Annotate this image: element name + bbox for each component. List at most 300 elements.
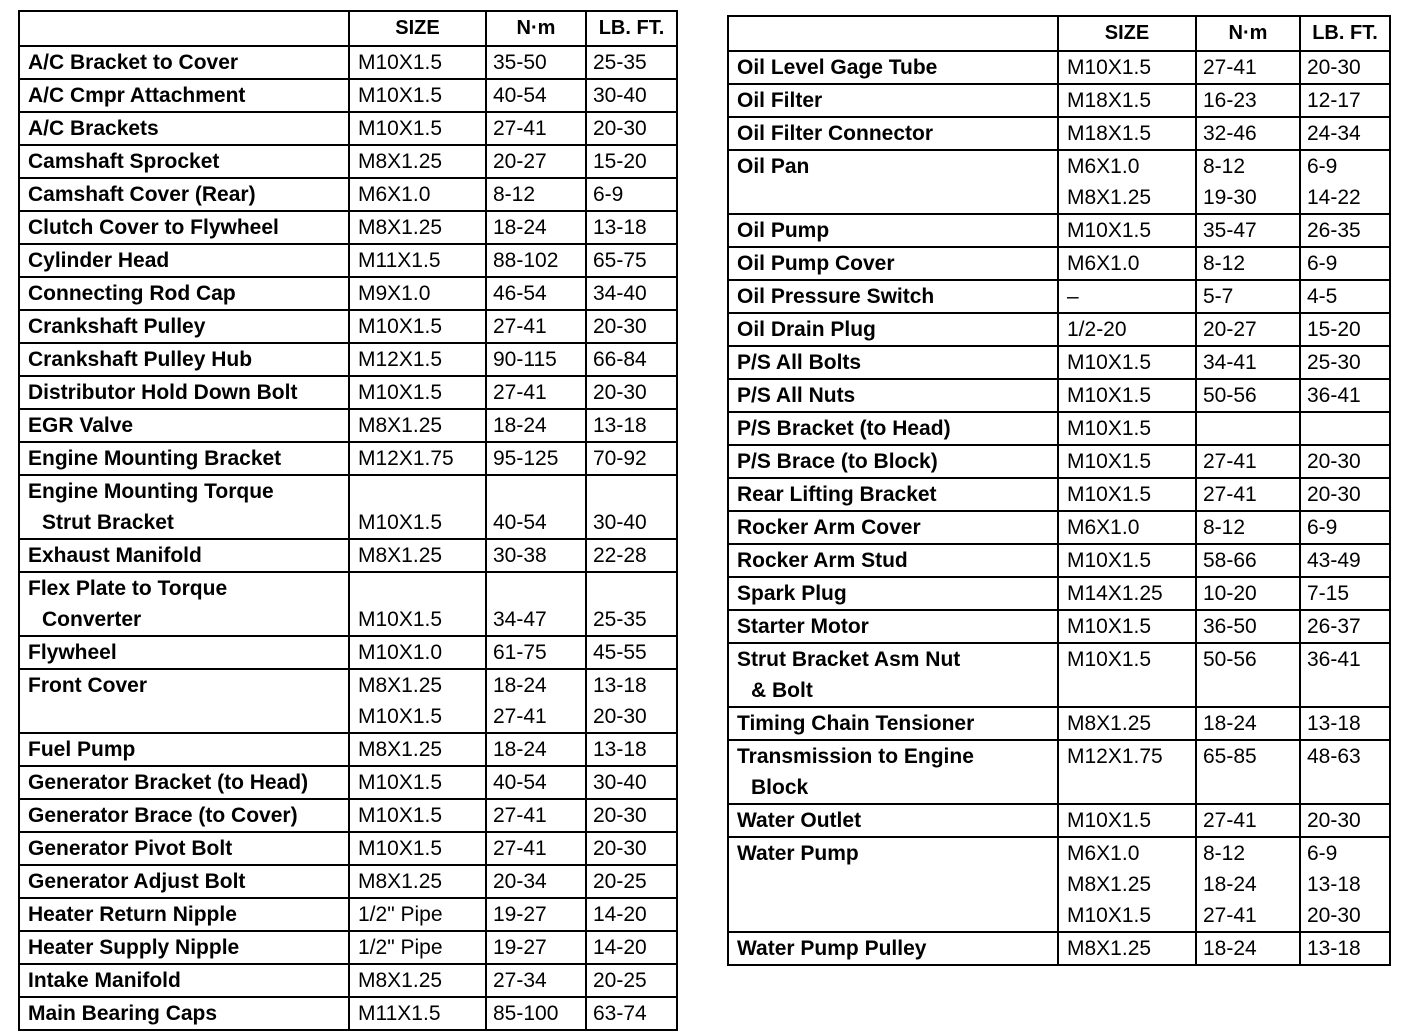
nm-cell xyxy=(486,211,586,244)
lbft-cell xyxy=(1300,379,1390,412)
fastener-name-cell xyxy=(728,643,1058,707)
lbft-cell xyxy=(1300,445,1390,478)
size-cell xyxy=(1058,150,1196,214)
nm-line: 35-50 xyxy=(493,51,547,74)
lbft-line: 6-9 xyxy=(1307,516,1338,539)
nm-cell xyxy=(1196,707,1300,740)
fastener-name-cell xyxy=(19,343,349,376)
size-line: M9X1.0 xyxy=(358,282,431,305)
table-row xyxy=(728,707,1390,740)
nm-cell xyxy=(1196,511,1300,544)
lbft-cell xyxy=(586,46,677,79)
lbft-line: 70-92 xyxy=(593,447,647,470)
table-row xyxy=(19,636,677,669)
fastener-name-line: Starter Motor xyxy=(737,615,869,638)
nm-line: 85-100 xyxy=(493,1002,559,1025)
nm-line: 32-46 xyxy=(1203,122,1257,145)
fastener-name-line: Rocker Arm Stud xyxy=(737,549,908,572)
size-cell xyxy=(1058,84,1196,117)
lbft-line: 14-20 xyxy=(593,936,647,959)
fastener-name-line xyxy=(737,900,1057,931)
nm-cell xyxy=(486,46,586,79)
nm-header: N·m xyxy=(1196,16,1300,51)
lbft-cell xyxy=(586,572,677,636)
size-line: 1/2" Pipe xyxy=(358,903,443,926)
fastener-name-cell xyxy=(728,740,1058,804)
table-row xyxy=(19,409,677,442)
fastener-name-line: Heater Return Nipple xyxy=(28,903,237,926)
fastener-name-cell xyxy=(19,376,349,409)
lbft-line: 63-74 xyxy=(593,1002,647,1025)
nm-line: 18-24 xyxy=(493,674,547,697)
fastener-name-line: Flywheel xyxy=(28,641,117,664)
lbft-header: LB. FT. xyxy=(1300,16,1390,51)
size-line: M14X1.25 xyxy=(1067,582,1163,605)
fastener-name-line: A/C Cmpr Attachment xyxy=(28,84,246,107)
size-line: M11X1.5 xyxy=(358,1002,441,1025)
lbft-cell xyxy=(586,766,677,799)
lbft-cell xyxy=(1300,478,1390,511)
size-line: M6X1.0 xyxy=(1067,842,1140,865)
nm-line: 8-12 xyxy=(1203,516,1246,539)
lbft-line: 15-20 xyxy=(593,150,647,173)
fastener-name-cell xyxy=(19,145,349,178)
fastener-name-cell xyxy=(728,313,1058,346)
nm-cell xyxy=(1196,280,1300,313)
size-cell xyxy=(1058,707,1196,740)
lbft-line: 26-37 xyxy=(1307,615,1361,638)
table-row xyxy=(19,766,677,799)
fastener-name-line: Strut Bracket Asm Nut xyxy=(737,648,961,671)
nm-line: 8-12 xyxy=(1203,842,1246,865)
fastener-name-cell xyxy=(19,310,349,343)
table-row xyxy=(19,442,677,475)
lbft-line xyxy=(593,573,676,604)
lbft-line: 15-20 xyxy=(1307,318,1361,341)
nm-line: 50-56 xyxy=(1203,648,1257,671)
fastener-name-cell xyxy=(728,280,1058,313)
fastener-name-cell xyxy=(728,150,1058,214)
size-cell xyxy=(349,409,486,442)
table-row xyxy=(19,669,677,733)
fastener-name-cell xyxy=(728,804,1058,837)
lbft-line: 6-9 xyxy=(1307,155,1338,178)
fastener-name-line: Front Cover xyxy=(28,674,148,697)
size-line: M10X1.5 xyxy=(358,315,443,338)
lbft-line: 6-9 xyxy=(1307,252,1338,275)
size-line: M12X1.75 xyxy=(1067,745,1163,768)
nm-header: N·m xyxy=(486,11,586,46)
fastener-name-cell xyxy=(19,46,349,79)
size-line: M10X1.5 xyxy=(358,608,443,631)
lbft-line: 36-41 xyxy=(1307,648,1361,671)
fastener-name-line: Exhaust Manifold xyxy=(28,544,202,567)
size-line: M8X1.25 xyxy=(358,738,443,761)
lbft-cell xyxy=(586,997,677,1030)
right-torque-table xyxy=(727,15,1391,966)
nm-cell xyxy=(1196,379,1300,412)
size-line xyxy=(358,476,485,507)
lbft-cell xyxy=(586,211,677,244)
lbft-line: 30-40 xyxy=(593,511,647,534)
lbft-cell xyxy=(586,475,677,539)
fastener-name-line: Heater Supply Nipple xyxy=(28,936,240,959)
lbft-cell xyxy=(1300,51,1390,84)
size-cell xyxy=(349,832,486,865)
lbft-line xyxy=(1307,413,1389,444)
size-cell xyxy=(1058,313,1196,346)
lbft-line: 14-20 xyxy=(593,903,647,926)
lbft-line xyxy=(1307,772,1389,803)
lbft-line: 20-30 xyxy=(1307,809,1361,832)
size-line: M18X1.5 xyxy=(1067,122,1152,145)
lbft-cell xyxy=(1300,707,1390,740)
size-cell xyxy=(349,964,486,997)
size-cell xyxy=(349,539,486,572)
size-cell xyxy=(1058,280,1196,313)
lbft-line: 6-9 xyxy=(593,183,624,206)
size-cell xyxy=(349,766,486,799)
size-cell xyxy=(349,376,486,409)
fastener-name-line: Crankshaft Pulley Hub xyxy=(28,348,253,371)
lbft-cell xyxy=(1300,84,1390,117)
size-cell xyxy=(349,442,486,475)
size-line: – xyxy=(1067,285,1079,308)
size-line: M8X1.25 xyxy=(358,870,443,893)
nm-line: 35-47 xyxy=(1203,219,1257,242)
lbft-line: 13-18 xyxy=(1307,712,1361,735)
table-row xyxy=(728,150,1390,214)
lbft-line: 20-30 xyxy=(593,117,647,140)
nm-cell xyxy=(486,799,586,832)
nm-cell xyxy=(1196,214,1300,247)
fastener-name-line: A/C Bracket to Cover xyxy=(28,51,239,74)
size-cell xyxy=(1058,412,1196,445)
fastener-name-line: A/C Brackets xyxy=(28,117,159,140)
table-row xyxy=(728,412,1390,445)
fastener-name-cell xyxy=(19,572,349,636)
lbft-cell xyxy=(1300,117,1390,150)
nm-line: 27-41 xyxy=(493,705,547,728)
nm-line: 46-54 xyxy=(493,282,547,305)
size-cell xyxy=(349,733,486,766)
size-cell xyxy=(1058,740,1196,804)
nm-cell xyxy=(486,931,586,964)
size-cell xyxy=(349,865,486,898)
nm-line xyxy=(1203,413,1299,444)
table-row xyxy=(728,511,1390,544)
lbft-cell xyxy=(586,277,677,310)
nm-line: 58-66 xyxy=(1203,549,1257,572)
nm-line: 27-41 xyxy=(493,381,547,404)
lbft-cell xyxy=(586,669,677,733)
fastener-name-line: Oil Filter Connector xyxy=(737,122,934,145)
fastener-name-cell xyxy=(728,932,1058,965)
size-line: M8X1.25 xyxy=(1067,186,1152,209)
nm-line: 34-41 xyxy=(1203,351,1257,374)
fastener-name-cell xyxy=(728,84,1058,117)
size-cell xyxy=(1058,117,1196,150)
fastener-name-line: Spark Plug xyxy=(737,582,847,605)
table-row xyxy=(19,799,677,832)
size-cell xyxy=(1058,445,1196,478)
lbft-cell xyxy=(586,244,677,277)
lbft-line: 20-30 xyxy=(1307,904,1361,927)
size-line: M10X1.5 xyxy=(358,84,443,107)
size-cell xyxy=(1058,643,1196,707)
nm-cell xyxy=(486,145,586,178)
table-row xyxy=(19,178,677,211)
table-row xyxy=(19,211,677,244)
lbft-line: 66-84 xyxy=(593,348,647,371)
lbft-cell xyxy=(586,539,677,572)
size-cell xyxy=(1058,610,1196,643)
table-row xyxy=(728,346,1390,379)
table-row xyxy=(728,51,1390,84)
lbft-cell xyxy=(586,931,677,964)
nm-line: 27-41 xyxy=(493,117,547,140)
fastener-name-line: Water Pump xyxy=(737,842,859,865)
nm-cell xyxy=(1196,346,1300,379)
lbft-line: 13-18 xyxy=(1307,873,1361,896)
nm-cell xyxy=(486,865,586,898)
size-line: M12X1.75 xyxy=(358,447,454,470)
table-row xyxy=(728,740,1390,804)
table-row xyxy=(19,46,677,79)
size-cell xyxy=(349,244,486,277)
table-row xyxy=(728,932,1390,965)
nm-line: 95-125 xyxy=(493,447,559,470)
lbft-cell xyxy=(586,145,677,178)
nm-cell xyxy=(486,669,586,733)
fastener-name-cell xyxy=(19,79,349,112)
size-cell xyxy=(349,799,486,832)
nm-line: 27-34 xyxy=(493,969,547,992)
size-cell xyxy=(1058,51,1196,84)
fastener-name-line: Rear Lifting Bracket xyxy=(737,483,937,506)
fastener-name-line: P/S All Nuts xyxy=(737,384,856,407)
table-row xyxy=(19,145,677,178)
lbft-line: 25-35 xyxy=(593,51,647,74)
nm-line: 19-30 xyxy=(1203,186,1257,209)
table-row xyxy=(728,313,1390,346)
lbft-line: 22-28 xyxy=(593,544,647,567)
size-cell xyxy=(349,898,486,931)
lbft-line: 13-18 xyxy=(593,738,647,761)
fastener-name-line: Clutch Cover to Flywheel xyxy=(28,216,279,239)
lbft-header: LB. FT. xyxy=(586,11,677,46)
nm-line: 50-56 xyxy=(1203,384,1257,407)
lbft-line: 13-18 xyxy=(593,674,647,697)
table-row xyxy=(19,539,677,572)
size-cell xyxy=(1058,577,1196,610)
table-row xyxy=(19,277,677,310)
fastener-name-cell xyxy=(728,412,1058,445)
size-line: 1/2" Pipe xyxy=(358,936,443,959)
nm-cell xyxy=(486,112,586,145)
size-line: M8X1.25 xyxy=(358,544,443,567)
lbft-cell xyxy=(586,310,677,343)
size-line: M11X1.5 xyxy=(358,249,441,272)
nm-cell xyxy=(486,997,586,1030)
nm-cell xyxy=(486,539,586,572)
nm-cell xyxy=(486,572,586,636)
table-row xyxy=(19,931,677,964)
table-row xyxy=(728,280,1390,313)
nm-cell xyxy=(1196,247,1300,280)
nm-line: 19-27 xyxy=(493,936,547,959)
fastener-name-line: Engine Mounting Bracket xyxy=(28,447,282,470)
fastener-name-line: Generator Brace (to Cover) xyxy=(28,804,298,827)
table-row xyxy=(19,997,677,1030)
nm-line: 20-34 xyxy=(493,870,547,893)
nm-line: 8-12 xyxy=(493,183,536,206)
fastener-name-cell xyxy=(728,544,1058,577)
size-line: M10X1.5 xyxy=(1067,904,1152,927)
nm-cell xyxy=(486,310,586,343)
size-line: M10X1.5 xyxy=(358,804,443,827)
size-cell xyxy=(1058,478,1196,511)
size-line: M10X1.5 xyxy=(1067,417,1152,440)
nm-line: 40-54 xyxy=(493,771,547,794)
nm-cell xyxy=(1196,804,1300,837)
fastener-name-cell xyxy=(728,117,1058,150)
fastener-name-cell xyxy=(19,832,349,865)
fastener-name-cell xyxy=(19,964,349,997)
table-row xyxy=(728,478,1390,511)
nm-line: 18-24 xyxy=(493,738,547,761)
lbft-cell xyxy=(1300,804,1390,837)
nm-line: 27-41 xyxy=(1203,483,1257,506)
nm-line: 20-27 xyxy=(1203,318,1257,341)
fastener-name-line: Engine Mounting Torque xyxy=(28,480,274,503)
fastener-name-line: Connecting Rod Cap xyxy=(28,282,236,305)
size-cell xyxy=(1058,346,1196,379)
fastener-name-cell xyxy=(19,409,349,442)
nm-line: 61-75 xyxy=(493,641,547,664)
nm-cell xyxy=(1196,51,1300,84)
size-line: M8X1.25 xyxy=(358,216,443,239)
lbft-line: 6-9 xyxy=(1307,842,1338,865)
fastener-name-line: & Bolt xyxy=(751,679,813,702)
fastener-name-line: Oil Pump xyxy=(737,219,830,242)
lbft-line: 20-25 xyxy=(593,969,647,992)
left-table-body xyxy=(19,46,677,1030)
nm-line: 88-102 xyxy=(493,249,559,272)
size-header: SIZE xyxy=(1058,16,1196,51)
fastener-name-line: Generator Pivot Bolt xyxy=(28,837,233,860)
table-row xyxy=(19,244,677,277)
nm-line: 27-41 xyxy=(1203,904,1257,927)
size-line: M10X1.0 xyxy=(358,641,443,664)
fastener-name-line xyxy=(737,869,1057,900)
fastener-name-cell xyxy=(728,51,1058,84)
nm-line: 27-41 xyxy=(1203,809,1257,832)
size-cell xyxy=(349,112,486,145)
nm-cell xyxy=(486,832,586,865)
nm-cell xyxy=(1196,150,1300,214)
nm-cell xyxy=(486,964,586,997)
lbft-cell xyxy=(586,376,677,409)
lbft-line: 25-30 xyxy=(1307,351,1361,374)
nm-cell xyxy=(1196,740,1300,804)
size-cell xyxy=(349,572,486,636)
nm-line: 18-24 xyxy=(493,414,547,437)
nm-cell xyxy=(1196,643,1300,707)
nm-cell xyxy=(1196,610,1300,643)
lbft-cell xyxy=(1300,280,1390,313)
nm-cell xyxy=(486,343,586,376)
size-cell xyxy=(349,669,486,733)
lbft-line: 45-55 xyxy=(593,641,647,664)
size-cell xyxy=(1058,214,1196,247)
nm-cell xyxy=(1196,837,1300,932)
fastener-name-line: EGR Valve xyxy=(28,414,134,437)
nm-cell xyxy=(486,376,586,409)
fastener-name-line: Oil Level Gage Tube xyxy=(737,56,938,79)
size-cell xyxy=(349,46,486,79)
lbft-line: 14-22 xyxy=(1307,186,1361,209)
size-cell xyxy=(1058,804,1196,837)
lbft-cell xyxy=(586,733,677,766)
fastener-name-line: P/S Brace (to Block) xyxy=(737,450,938,473)
table-row xyxy=(19,964,677,997)
fastener-name-line: Oil Drain Plug xyxy=(737,318,876,341)
size-line: M10X1.5 xyxy=(1067,450,1152,473)
size-line: M10X1.5 xyxy=(1067,809,1152,832)
nm-cell xyxy=(486,442,586,475)
fastener-name-line: Generator Adjust Bolt xyxy=(28,870,246,893)
fastener-name-cell xyxy=(728,837,1058,932)
fastener-name-cell xyxy=(19,898,349,931)
lbft-cell xyxy=(1300,740,1390,804)
size-line: M12X1.5 xyxy=(358,348,443,371)
size-line: M10X1.5 xyxy=(358,117,443,140)
lbft-cell xyxy=(1300,313,1390,346)
table-row xyxy=(19,112,677,145)
lbft-cell xyxy=(586,865,677,898)
size-cell xyxy=(349,277,486,310)
size-line: M8X1.25 xyxy=(1067,937,1152,960)
fastener-name-line: Camshaft Sprocket xyxy=(28,150,220,173)
size-cell xyxy=(349,178,486,211)
nm-line xyxy=(1203,675,1299,706)
lbft-line: 24-34 xyxy=(1307,122,1361,145)
nm-line: 27-41 xyxy=(493,804,547,827)
lbft-line xyxy=(1307,675,1389,706)
nm-cell xyxy=(486,475,586,539)
lbft-cell xyxy=(1300,932,1390,965)
nm-cell xyxy=(1196,445,1300,478)
fastener-name-line: Flex Plate to Torque xyxy=(28,577,228,600)
fastener-name-line: Strut Bracket xyxy=(42,511,174,534)
lbft-cell xyxy=(1300,214,1390,247)
nm-line: 40-54 xyxy=(493,511,547,534)
fastener-name-line: Rocker Arm Cover xyxy=(737,516,921,539)
nm-cell xyxy=(486,79,586,112)
fastener-name-line xyxy=(737,182,1057,213)
size-cell xyxy=(1058,247,1196,280)
table-row xyxy=(19,572,677,636)
lbft-line: 43-49 xyxy=(1307,549,1361,572)
lbft-line: 13-18 xyxy=(593,414,647,437)
fastener-name-line: Oil Pump Cover xyxy=(737,252,895,275)
fastener-name-line: Block xyxy=(751,776,809,799)
table-row xyxy=(728,214,1390,247)
fastener-name-cell xyxy=(728,707,1058,740)
lbft-line xyxy=(593,476,676,507)
lbft-line: 12-17 xyxy=(1307,89,1361,112)
